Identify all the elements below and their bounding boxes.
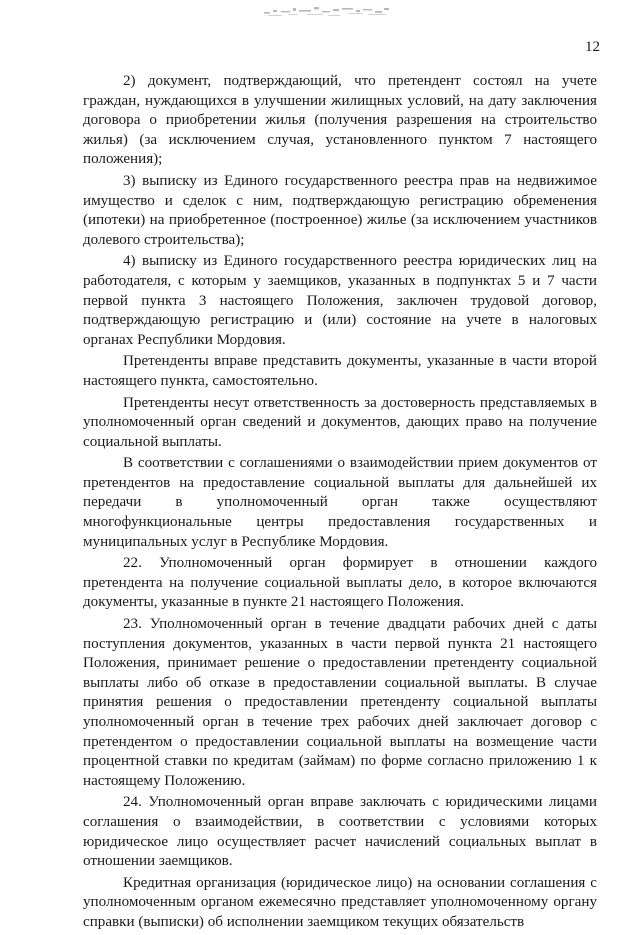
document-body [83, 72, 597, 935]
paragraph-credit-organization: Кредитная организация (юридическое лицо) на основании соглашения с уполномоченным органом ежемесячно представляет уполномоченному органу справки (выписки) об исполнении заемщиком текущих обязательств [83, 874, 597, 930]
scan-noise-mark [262, 4, 392, 18]
paragraph-clause-24: 24. Уполномоченный орган вправе заключать с юридическими лицами соглашения о взаимодействии, в соответствии с условиями которых юридическое лицо осуществляет расчет начислений социальных выплат в отношении заемщиков. [83, 794, 597, 870]
page-number: 12 [585, 39, 600, 55]
paragraph-self-submission: Претенденты вправе представить документы, указанные в части второй настоящего пункта, самостоятельно. [83, 353, 597, 389]
paragraph-clause-22: 22. Уполномоченный орган формирует в отношении каждого претендента на получение социальной выплаты дело, в которое включаются документы, указанные в пункте 21 настоящего Положения. [83, 555, 597, 611]
paragraph-clause-23: 23. Уполномоченный орган в течение двадцати рабочих дней с даты поступления документов, указанных в части первой пункта 21 настоящего Положения, принимает решение о предоставлении претенденту социальной выплаты либо об отказе в предоставлении социальной выплаты. В случае принятия решения о предоставлении претенденту социальной выплаты уполномоченный орган в течение трех рабочих дней заключает договор с претендентом о предоставлении социальной выплаты на возмещение части процентной ставки по кредитам (займам) по форме согласно приложению 1 к настоящему Положению. [83, 616, 597, 789]
paragraph-item-4-legal-entities-extract: 4) выписку из Единого государственного реестра юридических лиц на работодателя, с которым у заемщиков, указанных в подпунктах 5 и 7 части первой пункта 3 настоящего Положения, заключен трудовой договор, подтверждающую регистрацию и (или) состояние на учете в налоговых органах Республики Мордовия. [83, 253, 597, 348]
paragraph-item-2-document: 2) документ, подтверждающий, что претендент состоял на учете граждан, нуждающихся в улучшении жилищных условий, на дату заключения договора о приобретении жилья (получения разрешения на строительство жилья) (за исключением случая, установленного пунктом 7 настоящего положения); [83, 73, 597, 168]
paragraph-mfc-agreements: В соответствии с соглашениями о взаимодействии прием документов от претендентов на предоставление социальной выплаты для дальнейшей их передачи в уполномоченный орган также осуществляют многофункциональные центры предоставления государственных и муниципальных услуг в Республике Мордовия. [83, 455, 597, 550]
paragraph-responsibility: Претенденты несут ответственность за достоверность представляемых в уполномоченный орган сведений и документов, дающих право на получение социальной выплаты. [83, 394, 597, 450]
paragraph-item-3-registry-extract: 3) выписку из Единого государственного реестра прав на недвижимое имущество и сделок с ним, подтверждающую регистрацию обременения (ипотеки) на приобретенное (построенное) жилье (за исключением участников долевого строительства); [83, 172, 597, 248]
